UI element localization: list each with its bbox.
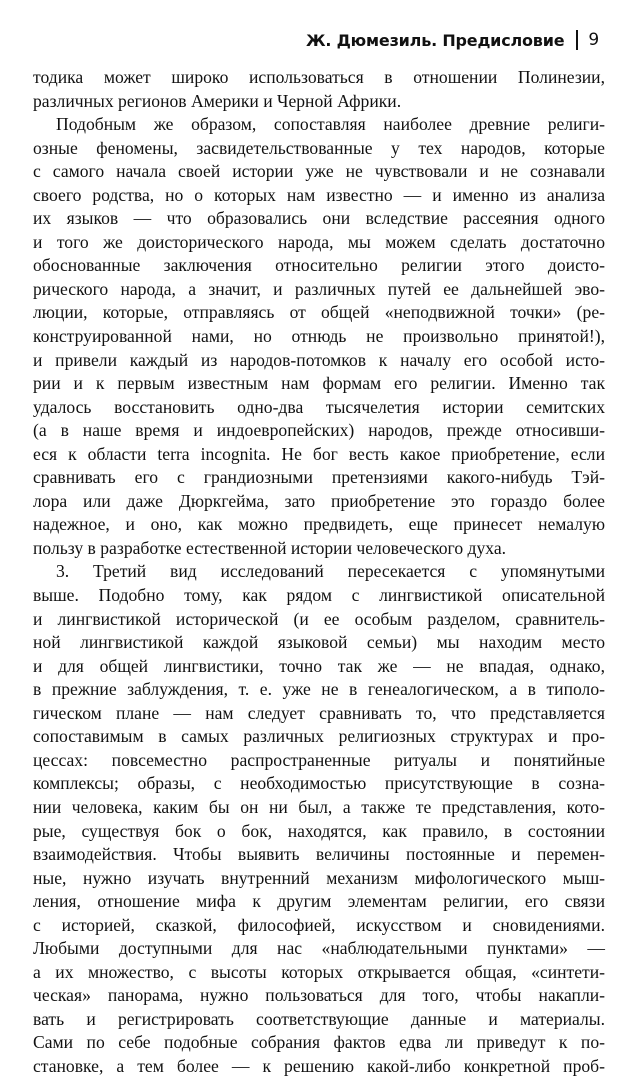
text-line: люции, которые, отправляясь от общей «неподвижной точки» (ре-: [33, 302, 605, 323]
text-line: ческая» панорама, нужно пользоваться для того, чтобы накапли-: [33, 985, 605, 1006]
text-line: тодика может широко использоваться в отношении Полинезии,: [33, 67, 605, 87]
page-number: 9: [588, 30, 599, 50]
text-line: надежное, и оно, как можно предвидеть, еще принесет немалую: [33, 514, 605, 535]
text-line: (а в наше время и индоевропейских) народов, прежде относивши-: [33, 420, 605, 441]
header-divider: [576, 30, 578, 50]
paragraph-first-line: Подобным же образом, сопоставляя наиболее древние религи-: [56, 114, 605, 135]
text-line: и того же доисторического народа, мы можем сделать достаточно: [33, 231, 605, 252]
text-line: и лингвистикой исторической (и ее особым разделом, сравнитель-: [33, 608, 605, 629]
running-header: [306, 30, 599, 50]
text-line: сравнивать его с грандиозными претензиями какого-нибудь Тэй-: [33, 467, 605, 488]
body-text: [33, 66, 605, 1079]
text-line: с историей, сказкой, философией, искусством и сновидениями.: [33, 914, 605, 935]
text-line: удалось восстановить одно-два тысячелетия истории семитских: [33, 396, 605, 417]
text-line: рии и к первым известным нам формам его религии. Именно так: [33, 373, 605, 394]
text-line: и для общей лингвистики, точно так же — не впадая, однако,: [33, 655, 605, 676]
text-line: Любыми доступными для нас «наблюдательными пунктами» —: [33, 938, 605, 959]
text-line: ления, отношение мифа к другим элементам религии, его связи: [33, 891, 605, 912]
text-line: цессах: повсеместно распространенные ритуалы и понятийные: [33, 749, 605, 770]
text-line: комплексы; образы, с необходимостью присутствующие в созна-: [33, 773, 605, 794]
text-line: с самого начала своей истории уже не чувствовали и не сознавали: [33, 161, 605, 182]
text-line: нии человека, каким бы он ни был, а также те представления, кото-: [33, 796, 605, 817]
text-line: их языков — что образовались они вследствие рассеяния одного: [33, 208, 605, 229]
text-line: в прежние заблуждения, т. е. уже не в генеалогическом, а в типоло-: [33, 679, 605, 700]
text-line: а их множество, с высоты которых открывается общая, «синтети-: [33, 961, 605, 982]
text-line: становке, а тем более — к решению какой-либо конкретной проб-: [33, 1055, 605, 1076]
text-line: обоснованные заключения относительно религии этого доисто-: [33, 255, 605, 276]
text-line: и привели каждый из народов-потомков к началу его особой исто-: [33, 349, 605, 370]
text-line: вать и регистрировать соответствующие данные и материалы.: [33, 1008, 605, 1029]
text-line: конструированной нами, но отнюдь не произвольно принятой!),: [33, 326, 605, 347]
text-line: своего родства, но о которых нам известно — и именно из анализа: [33, 184, 605, 205]
text-line: рые, существуя бок о бок, находятся, как правило, в состоянии: [33, 820, 605, 841]
text-line: взаимодействия. Чтобы выявить величины постоянные и перемен-: [33, 844, 605, 865]
text-line: различных регионов Америки и Черной Африки.: [33, 90, 402, 111]
text-line: озные феномены, засвидетельствованные у тех народов, которые: [33, 137, 605, 158]
text-line: ные, нужно изучать внутренний механизм мифологического мыш-: [33, 867, 605, 888]
text-line: пользу в разработке естественной истории человеческого духа.: [33, 537, 507, 558]
running-header-title: Ж. Дюмезиль. Предисловие: [306, 30, 565, 50]
text-line: ной лингвистикой каждой языковой семьи) мы находим место: [33, 632, 605, 653]
text-line: выше. Подобно тому, как рядом с лингвистикой описательной: [33, 585, 605, 606]
text-line: гическом плане — нам следует сравнивать то, что представляется: [33, 702, 605, 723]
paragraph-first-line: 3. Третий вид исследований пересекается с упомянутыми: [56, 561, 605, 582]
text-line: сопоставимым в самых различных религиозных структурах и про-: [33, 726, 605, 747]
text-line: лора или даже Дюркгейма, зато приобретение это гораздо более: [33, 490, 605, 511]
text-line: Сами по себе подобные собрания фактов едва ли приведут к по-: [33, 1032, 605, 1053]
text-line: еся к области terra incognita. Не бог весть какое приобретение, если: [33, 443, 605, 464]
text-line: рического народа, а значит, и различных путей ее дальнейшей эво-: [33, 278, 605, 299]
